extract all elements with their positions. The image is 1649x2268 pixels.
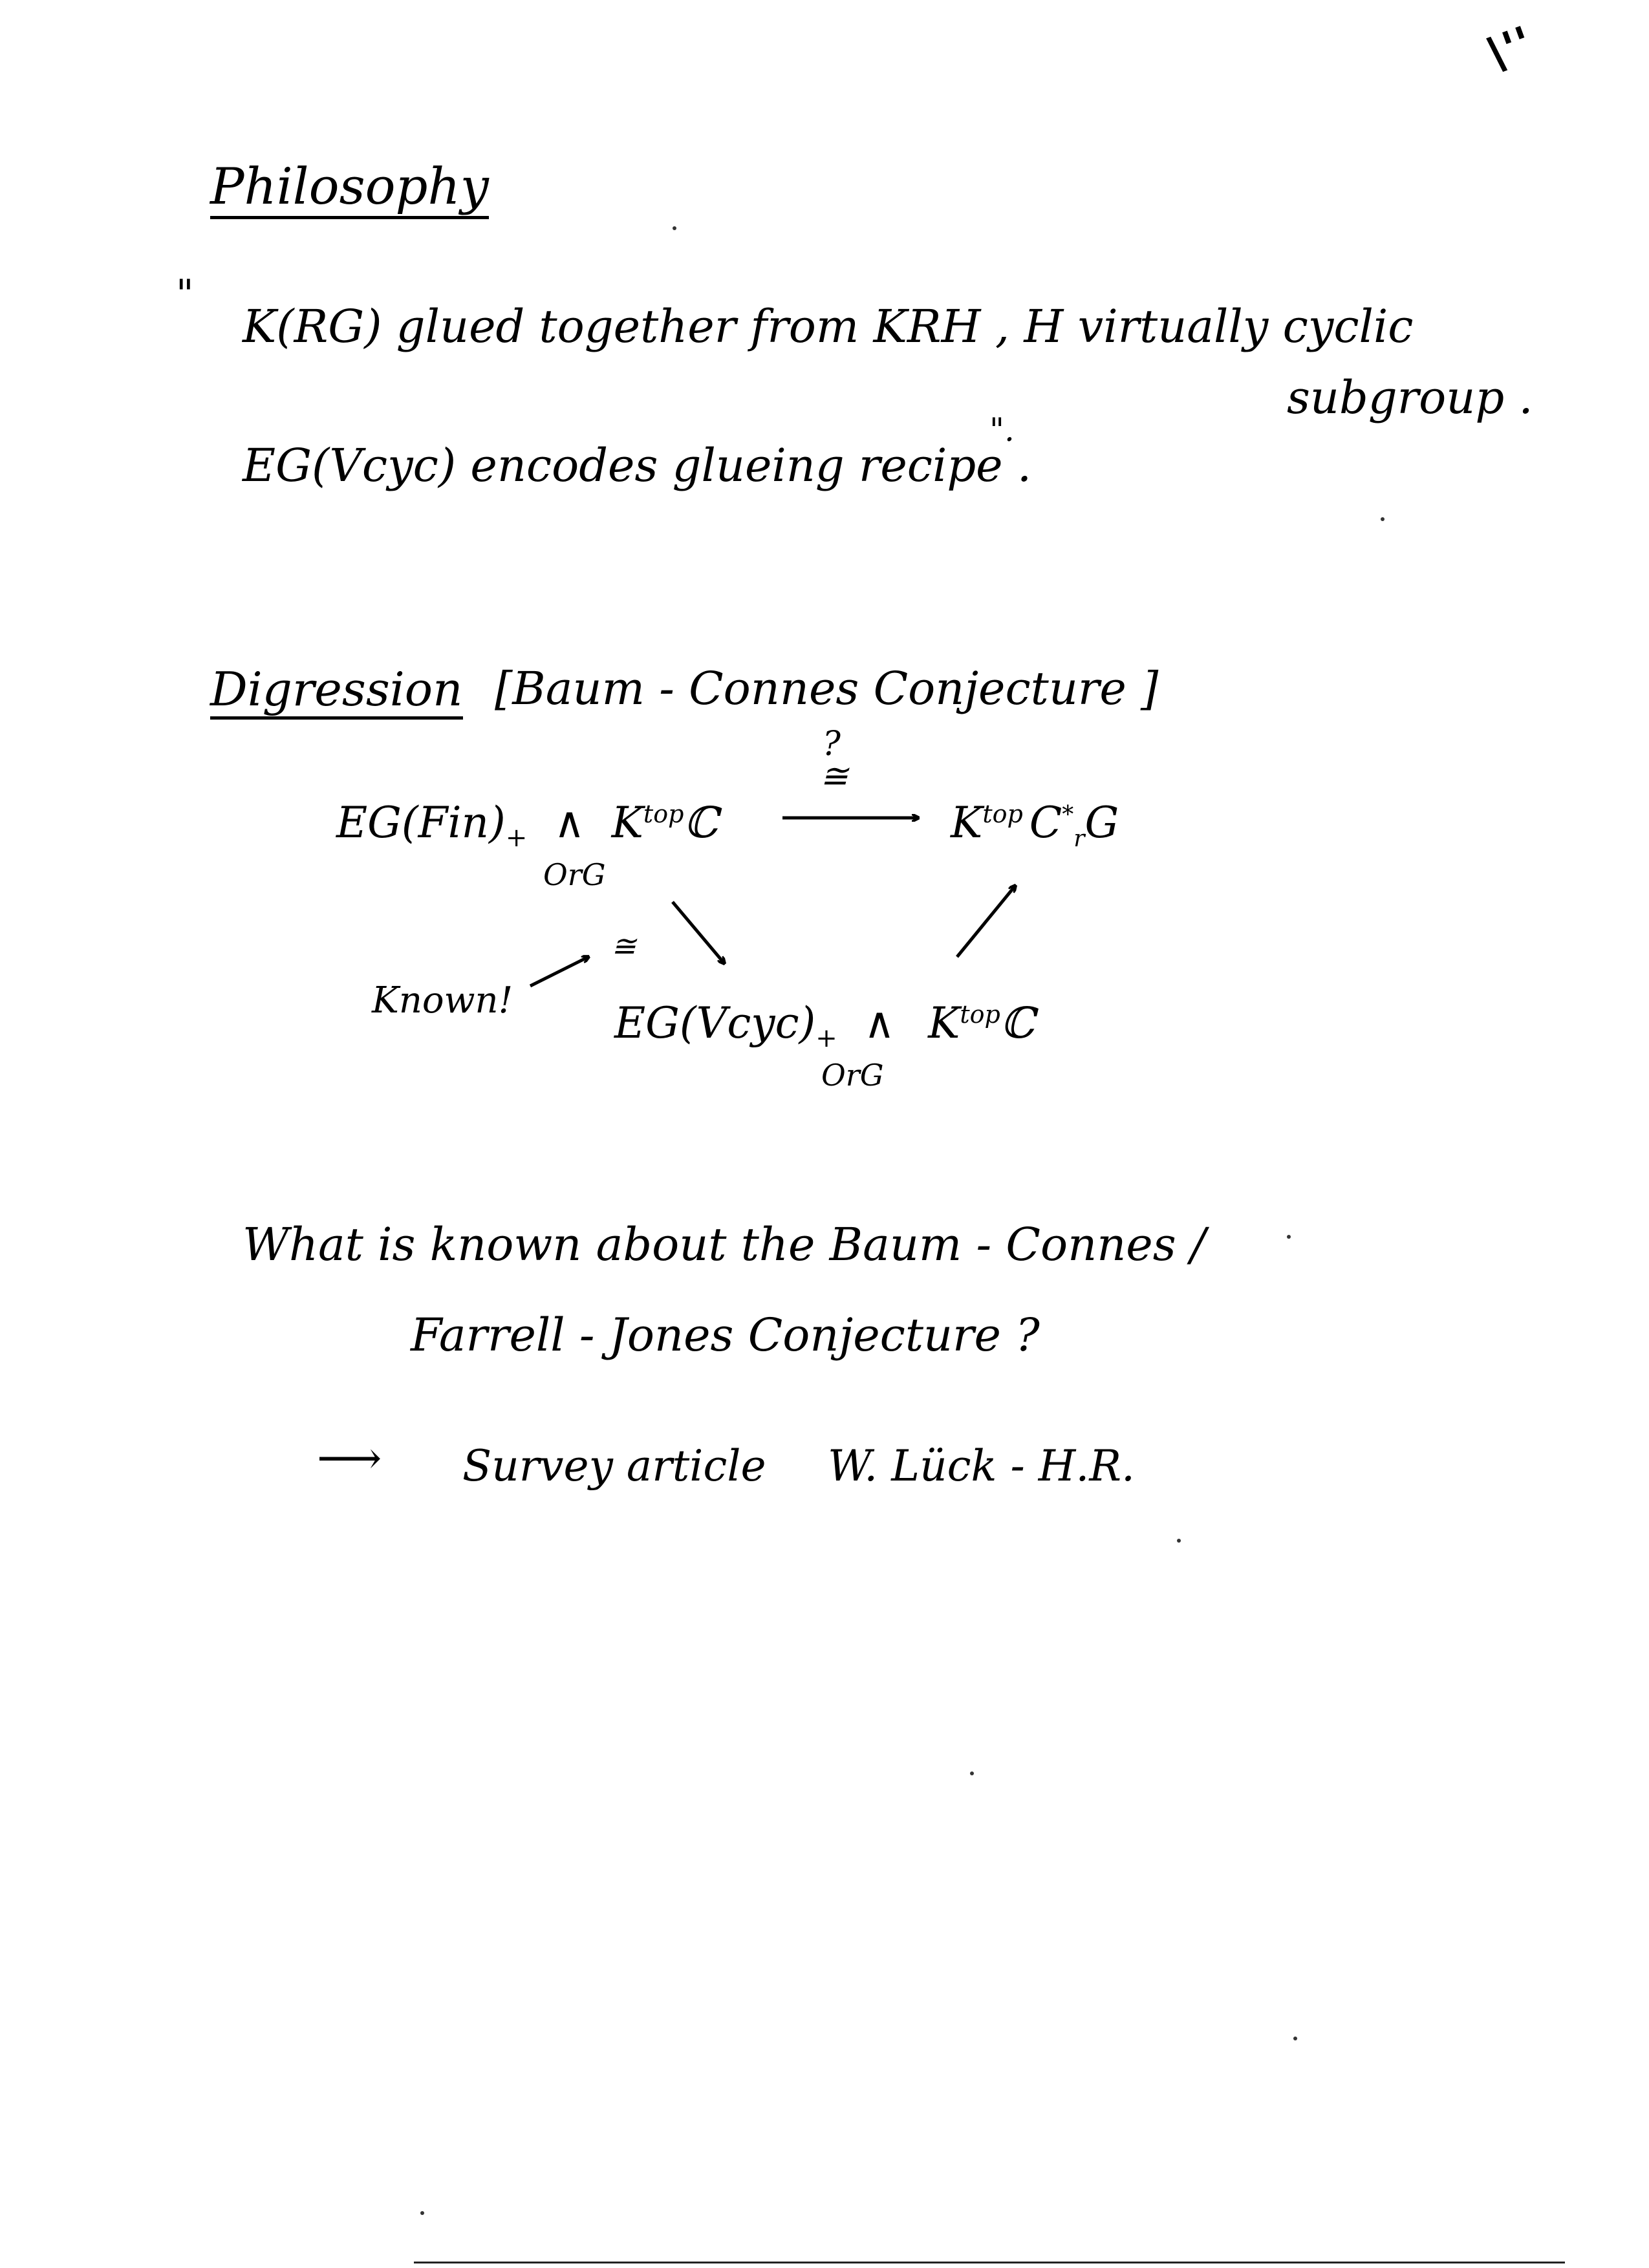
- reference-arrow: ⟶: [317, 1431, 382, 1484]
- c-star-symbol: C: [1029, 798, 1062, 848]
- iso-question-mark: ?: [823, 725, 841, 764]
- scan-speck: [1381, 517, 1385, 521]
- question-line-2: Farrell - Jones Conjecture ?: [411, 1309, 1040, 1362]
- philosophy-open-quote: ": [176, 272, 194, 317]
- known-annotation: Known!: [372, 979, 513, 1022]
- philosophy-close-quote: ".: [989, 411, 1015, 449]
- k-symbol-bottom: K: [928, 998, 960, 1048]
- r-subscript: r: [1073, 826, 1085, 853]
- scan-speck: [1177, 1539, 1181, 1543]
- scan-speck: [1293, 2037, 1297, 2040]
- scan-speck: [673, 226, 676, 230]
- complex-c: ℂ: [684, 798, 718, 848]
- philosophy-line-2: EG(Vcyc) encodes glueing recipe .: [242, 439, 1032, 492]
- group-g: G: [1084, 798, 1119, 848]
- diagonal-up-arrow: [957, 886, 1015, 957]
- orbit-category-label-top: OrG: [543, 857, 606, 892]
- reference-text: Survey article: [462, 1441, 766, 1491]
- k-symbol: K: [611, 798, 643, 848]
- philosophy-heading: Philosophy: [210, 162, 489, 219]
- scan-edge-line: [414, 2262, 1565, 2263]
- scan-speck: [970, 1771, 974, 1775]
- k-symbol-right: K: [951, 798, 983, 848]
- scan-speck: [1287, 1235, 1291, 1239]
- page-mark: \'': [1479, 15, 1540, 81]
- question-line-1: What is known about the Baum - Connes /: [242, 1218, 1206, 1271]
- philosophy-line-1-continued: subgroup .: [1287, 371, 1533, 424]
- eg-fin: EG(Fin): [336, 798, 506, 848]
- plus-subscript: +: [505, 823, 528, 853]
- complex-c-bottom: ℂ: [1000, 998, 1035, 1048]
- top-superscript-bottom: top: [960, 1000, 1000, 1029]
- iso-top-symbol: ≅: [820, 757, 848, 796]
- top-superscript-right: top: [982, 800, 1023, 828]
- diagonal-down-arrow: [673, 902, 724, 963]
- smash-symbol-bottom: ∧: [863, 998, 896, 1048]
- top-superscript: top: [643, 800, 684, 828]
- smash-symbol: ∧: [554, 798, 585, 848]
- star-superscript: *: [1062, 802, 1074, 828]
- iso-left-symbol: ≅: [611, 928, 636, 963]
- eg-vcyc: EG(Vcyc): [614, 998, 816, 1048]
- known-pointer-arrow: [530, 957, 588, 986]
- orbit-category-label-bottom: OrG: [821, 1058, 884, 1093]
- digression-subheading: [Baum - Connes Conjecture ]: [495, 662, 1159, 715]
- digression-heading: Digression: [210, 666, 463, 720]
- reference-authors: W. Lück - H.R.: [828, 1441, 1136, 1491]
- plus-subscript-bottom: +: [815, 1023, 837, 1054]
- scan-speck: [420, 2211, 424, 2215]
- philosophy-line-1: K(RG) glued together from KRH , H virtually cyclic: [242, 300, 1414, 353]
